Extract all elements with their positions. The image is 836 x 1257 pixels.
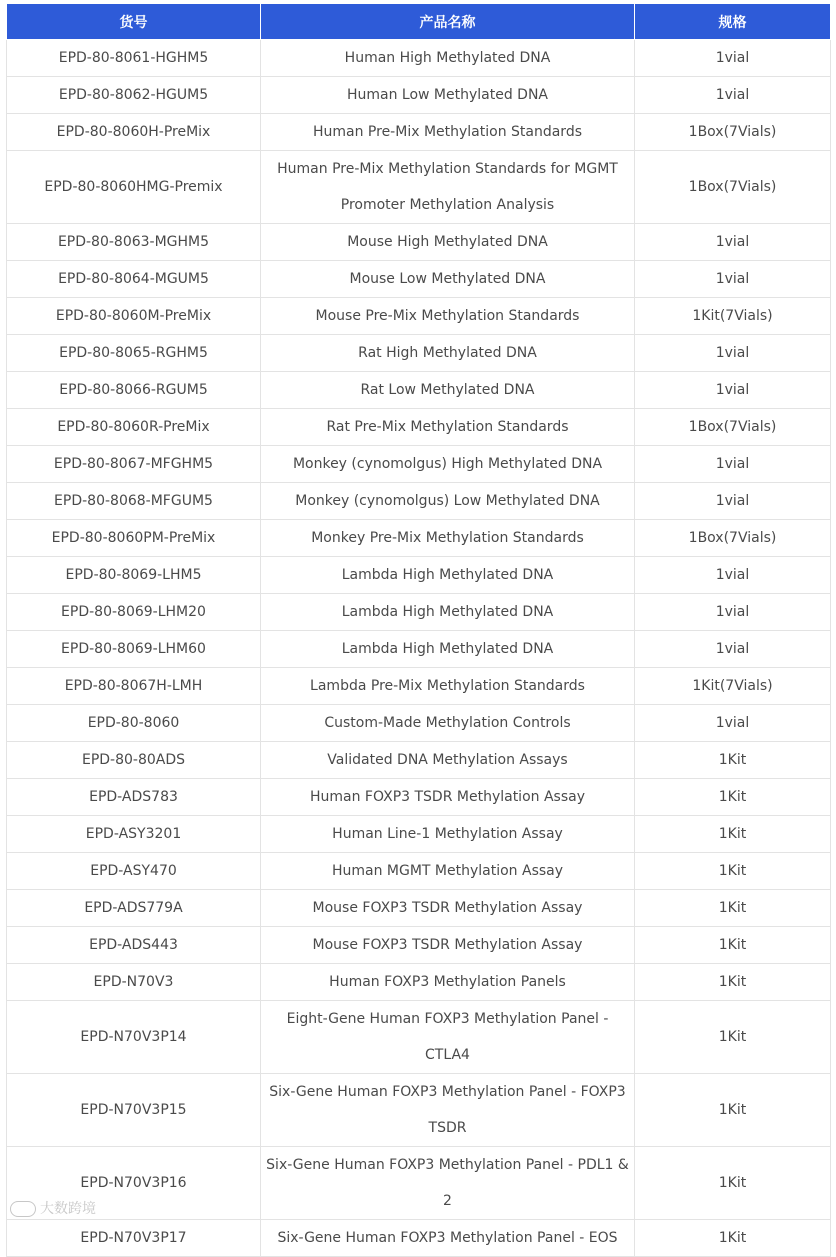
cell-spec: 1Kit (635, 1147, 831, 1220)
product-table (6, 3, 831, 1257)
cell-code: EPD-N70V3P17 (7, 1220, 261, 1257)
header-code: 货号 (7, 4, 261, 40)
cell-spec: 1Kit (635, 853, 831, 890)
table-header (7, 4, 831, 40)
cell-spec: 1Kit (635, 779, 831, 816)
cell-spec: 1vial (635, 40, 831, 77)
cell-spec: 1vial (635, 224, 831, 261)
cell-product-name: Mouse Low Methylated DNA (261, 261, 635, 298)
table-row (7, 742, 831, 779)
cell-spec: 1Kit (635, 1074, 831, 1147)
cell-code: EPD-80-8060M-PreMix (7, 298, 261, 335)
cell-product-name: Human High Methylated DNA (261, 40, 635, 77)
table-row (7, 853, 831, 890)
cell-spec: 1vial (635, 446, 831, 483)
header-product-name: 产品名称 (261, 4, 635, 40)
cell-code: EPD-N70V3P16 (7, 1147, 261, 1220)
cell-spec: 1vial (635, 335, 831, 372)
cell-product-name: Mouse Pre-Mix Methylation Standards (261, 298, 635, 335)
table-row (7, 1074, 831, 1147)
cell-spec: 1Kit (635, 964, 831, 1001)
cell-code: EPD-N70V3 (7, 964, 261, 1001)
table-row (7, 40, 831, 77)
cell-product-name: Rat Pre-Mix Methylation Standards (261, 409, 635, 446)
cell-product-name: Monkey Pre-Mix Methylation Standards (261, 520, 635, 557)
table-row (7, 557, 831, 594)
cell-product-name: Rat Low Methylated DNA (261, 372, 635, 409)
table-row (7, 224, 831, 261)
cell-code: EPD-80-8069-LHM60 (7, 631, 261, 668)
cell-spec: 1Kit(7Vials) (635, 298, 831, 335)
cell-code: EPD-80-8060PM-PreMix (7, 520, 261, 557)
cell-product-name: Mouse High Methylated DNA (261, 224, 635, 261)
table-row (7, 114, 831, 151)
cell-product-name: Lambda High Methylated DNA (261, 557, 635, 594)
cell-code: EPD-80-8066-RGUM5 (7, 372, 261, 409)
table-row (7, 1220, 831, 1257)
header-row (7, 4, 831, 40)
cell-spec: 1vial (635, 631, 831, 668)
cell-code: EPD-N70V3P14 (7, 1001, 261, 1074)
cell-code: EPD-80-8061-HGHM5 (7, 40, 261, 77)
cell-spec: 1vial (635, 483, 831, 520)
cell-code: EPD-80-8060R-PreMix (7, 409, 261, 446)
cell-code: EPD-ADS783 (7, 779, 261, 816)
cell-code: EPD-80-8060HMG-Premix (7, 151, 261, 224)
cell-code: EPD-80-8069-LHM5 (7, 557, 261, 594)
cell-code: EPD-80-8065-RGHM5 (7, 335, 261, 372)
cell-spec: 1Box(7Vials) (635, 114, 831, 151)
table-row (7, 77, 831, 114)
cell-product-name: Six-Gene Human FOXP3 Methylation Panel - PDL1 & 2 (261, 1147, 635, 1220)
table-row (7, 409, 831, 446)
cell-code: EPD-ADS779A (7, 890, 261, 927)
cell-spec: 1vial (635, 705, 831, 742)
cell-product-name: Lambda High Methylated DNA (261, 631, 635, 668)
table-row (7, 816, 831, 853)
cell-spec: 1Kit(7Vials) (635, 668, 831, 705)
cell-product-name: Custom-Made Methylation Controls (261, 705, 635, 742)
cell-code: EPD-ASY3201 (7, 816, 261, 853)
cell-product-name: Lambda Pre-Mix Methylation Standards (261, 668, 635, 705)
cell-product-name: Lambda High Methylated DNA (261, 594, 635, 631)
cell-product-name: Human Pre-Mix Methylation Standards for MGMT Promoter Methylation Analysis (261, 151, 635, 224)
cell-spec: 1vial (635, 594, 831, 631)
cell-spec: 1Kit (635, 1220, 831, 1257)
cell-spec: 1vial (635, 77, 831, 114)
cell-code: EPD-80-8063-MGHM5 (7, 224, 261, 261)
cell-product-name: Mouse FOXP3 TSDR Methylation Assay (261, 927, 635, 964)
cell-product-name: Human Line-1 Methylation Assay (261, 816, 635, 853)
table-row (7, 1001, 831, 1074)
cell-spec: 1Kit (635, 742, 831, 779)
cell-spec: 1Kit (635, 1001, 831, 1074)
table-row (7, 927, 831, 964)
table-row (7, 705, 831, 742)
cell-spec: 1vial (635, 372, 831, 409)
cell-code: EPD-80-80ADS (7, 742, 261, 779)
table-row (7, 483, 831, 520)
cell-product-name: Validated DNA Methylation Assays (261, 742, 635, 779)
watermark-logo-icon (10, 1201, 36, 1217)
cell-product-name: Rat High Methylated DNA (261, 335, 635, 372)
cell-product-name: Eight-Gene Human FOXP3 Methylation Panel - CTLA4 (261, 1001, 635, 1074)
cell-product-name: Six-Gene Human FOXP3 Methylation Panel - FOXP3 TSDR (261, 1074, 635, 1147)
cell-code: EPD-80-8060 (7, 705, 261, 742)
cell-product-name: Human Low Methylated DNA (261, 77, 635, 114)
cell-code: EPD-80-8067-MFGHM5 (7, 446, 261, 483)
cell-spec: 1vial (635, 261, 831, 298)
cell-spec: 1Box(7Vials) (635, 520, 831, 557)
table-row (7, 372, 831, 409)
cell-product-name: Monkey (cynomolgus) Low Methylated DNA (261, 483, 635, 520)
table-row (7, 668, 831, 705)
cell-product-name: Mouse FOXP3 TSDR Methylation Assay (261, 890, 635, 927)
cell-product-name: Human MGMT Methylation Assay (261, 853, 635, 890)
table-body (7, 40, 831, 1257)
table-row (7, 520, 831, 557)
cell-spec: 1Kit (635, 927, 831, 964)
cell-code: EPD-ASY470 (7, 853, 261, 890)
cell-product-name: Human FOXP3 TSDR Methylation Assay (261, 779, 635, 816)
cell-spec: 1Kit (635, 890, 831, 927)
table-row (7, 261, 831, 298)
table-row (7, 964, 831, 1001)
cell-code: EPD-80-8067H-LMH (7, 668, 261, 705)
cell-product-name: Six-Gene Human FOXP3 Methylation Panel - EOS (261, 1220, 635, 1257)
cell-spec: 1Kit (635, 816, 831, 853)
table-row (7, 631, 831, 668)
cell-code: EPD-80-8062-HGUM5 (7, 77, 261, 114)
table-row (7, 151, 831, 224)
table-row (7, 594, 831, 631)
header-spec: 规格 (635, 4, 831, 40)
cell-spec: 1Box(7Vials) (635, 409, 831, 446)
table-row (7, 446, 831, 483)
cell-product-name: Monkey (cynomolgus) High Methylated DNA (261, 446, 635, 483)
cell-spec: 1vial (635, 557, 831, 594)
table-row (7, 1147, 831, 1220)
cell-code: EPD-80-8069-LHM20 (7, 594, 261, 631)
cell-code: EPD-N70V3P15 (7, 1074, 261, 1147)
table-row (7, 298, 831, 335)
cell-product-name: Human Pre-Mix Methylation Standards (261, 114, 635, 151)
cell-code: EPD-80-8068-MFGUM5 (7, 483, 261, 520)
cell-spec: 1Box(7Vials) (635, 151, 831, 224)
cell-code: EPD-80-8064-MGUM5 (7, 261, 261, 298)
product-table-container (6, 3, 830, 1257)
cell-product-name: Human FOXP3 Methylation Panels (261, 964, 635, 1001)
watermark (10, 1198, 96, 1218)
cell-code: EPD-80-8060H-PreMix (7, 114, 261, 151)
table-row (7, 890, 831, 927)
table-row (7, 335, 831, 372)
cell-code: EPD-ADS443 (7, 927, 261, 964)
watermark-text: 大数跨境 (40, 1201, 96, 1217)
table-row (7, 779, 831, 816)
